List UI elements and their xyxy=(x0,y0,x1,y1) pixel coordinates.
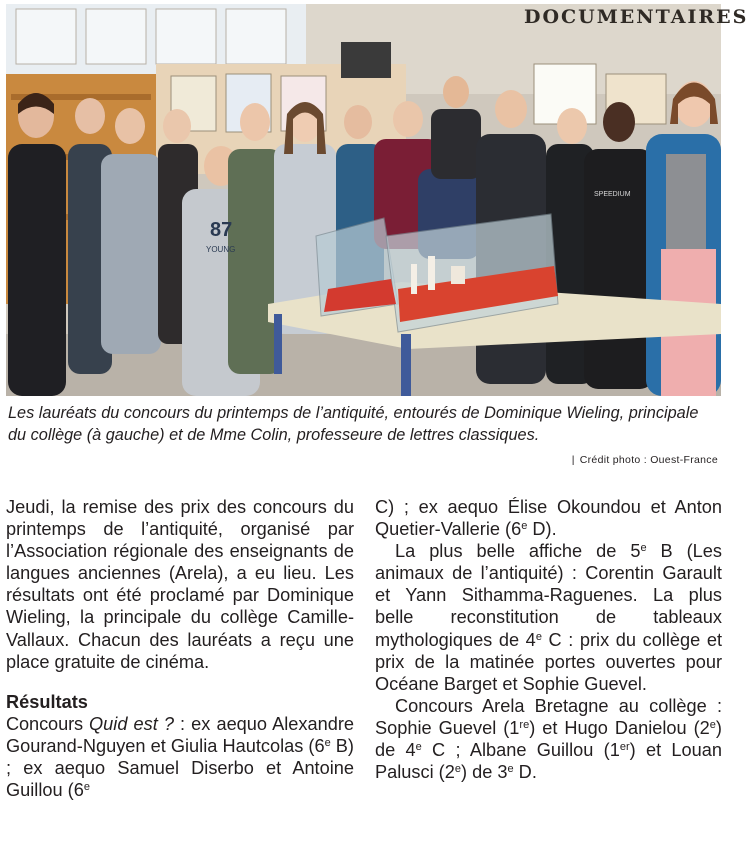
quid-text-e: D). xyxy=(527,519,557,540)
affiche-text-c: C : prix du collège et prix de la matinée portes ouvertes pour Océane Barget et Sophie Guevel. xyxy=(375,629,722,694)
quid-est-results xyxy=(6,713,354,801)
arela-sup-6: e xyxy=(507,763,514,776)
library-sign: DOCUMENTAIRES xyxy=(524,6,748,28)
quid-sup-1: e xyxy=(324,736,331,749)
photo-credit xyxy=(572,454,718,466)
article-intro: Jeudi, la remise des prix des concours du printemps de l’antiquité, organisé par l’Association régionale des enseignants de langues anciennes (Arela), a eu lieu. Les résultats ont été proclamé par Dominique Wieling, la principale du collège Camille-Vallaux. Chacun des lauréats a reçu une place gratuite de cinéma. xyxy=(6,497,354,672)
affiche-text-b: B (Les animaux de l’antiquité) : Corentin Garault et Yann Sithamma-Raguenes. La plus belle reconstitution de tableaux mythologiques de 4 xyxy=(375,541,722,650)
shirt-print-word: YOUNG xyxy=(206,245,236,254)
quid-est-title: Quid est ? xyxy=(89,713,174,734)
arela-text-a: Concours Arela Bretagne au collège : Sophie Guevel (1 xyxy=(375,695,722,738)
quid-sup-3: e xyxy=(521,520,528,533)
arela-results xyxy=(375,695,722,783)
shirt-print-brand: SPEEDIUM xyxy=(594,191,631,198)
arela-text-e: ) et Louan Palusci (2 xyxy=(375,740,722,783)
group-photo xyxy=(6,4,748,396)
credit-text: Crédit photo : Ouest-France xyxy=(579,454,718,466)
arela-sup-2: e xyxy=(709,718,716,731)
shirt-print-number: 87 xyxy=(210,219,233,241)
affiche-sup-2: e xyxy=(535,630,542,643)
quid-text-a: Concours xyxy=(6,713,90,734)
arela-sup-3: e xyxy=(415,741,422,754)
quid-sup-2: e xyxy=(83,781,90,794)
affiche-text-a: La plus belle affiche de 5 xyxy=(395,541,641,562)
results-heading: Résultats xyxy=(6,691,88,712)
affiche-sup-1: e xyxy=(640,542,647,555)
article-column-right xyxy=(375,496,722,783)
quid-est-results-continued xyxy=(375,496,722,540)
quid-text-c: B) ; ex aequo Samuel Diserbo et Antoine Guillou (6 xyxy=(6,735,354,801)
article-column-left xyxy=(6,496,354,801)
photo-illustration xyxy=(6,4,721,396)
quid-text-b: : ex aequo Alexandre Gourand-Nguyen et Giulia Hautcolas (6 xyxy=(6,713,354,756)
arela-text-f: ) de 3 xyxy=(460,762,508,783)
arela-text-b: ) et Hugo Danielou (2 xyxy=(529,717,710,738)
credit-separator: | xyxy=(571,454,575,466)
arela-sup-4: er xyxy=(619,741,630,754)
arela-sup-5: e xyxy=(454,763,461,776)
quid-text-d: C) ; ex aequo Élise Okoundou et Anton Quetier-Vallerie (6 xyxy=(375,497,722,540)
arela-text-d: C ; Albane Guillou (1 xyxy=(421,740,620,761)
arela-sup-1: re xyxy=(519,718,530,731)
arela-text-g: D. xyxy=(513,762,537,783)
arela-text-c: ) de 4 xyxy=(375,717,722,761)
affiche-results xyxy=(375,540,722,695)
photo-caption: Les lauréats du concours du printemps de l’antiquité, entourés de Dominique Wieling, principale du collège (à gauche) et de Mme Colin, professeure de lettres classiques. xyxy=(8,404,699,444)
